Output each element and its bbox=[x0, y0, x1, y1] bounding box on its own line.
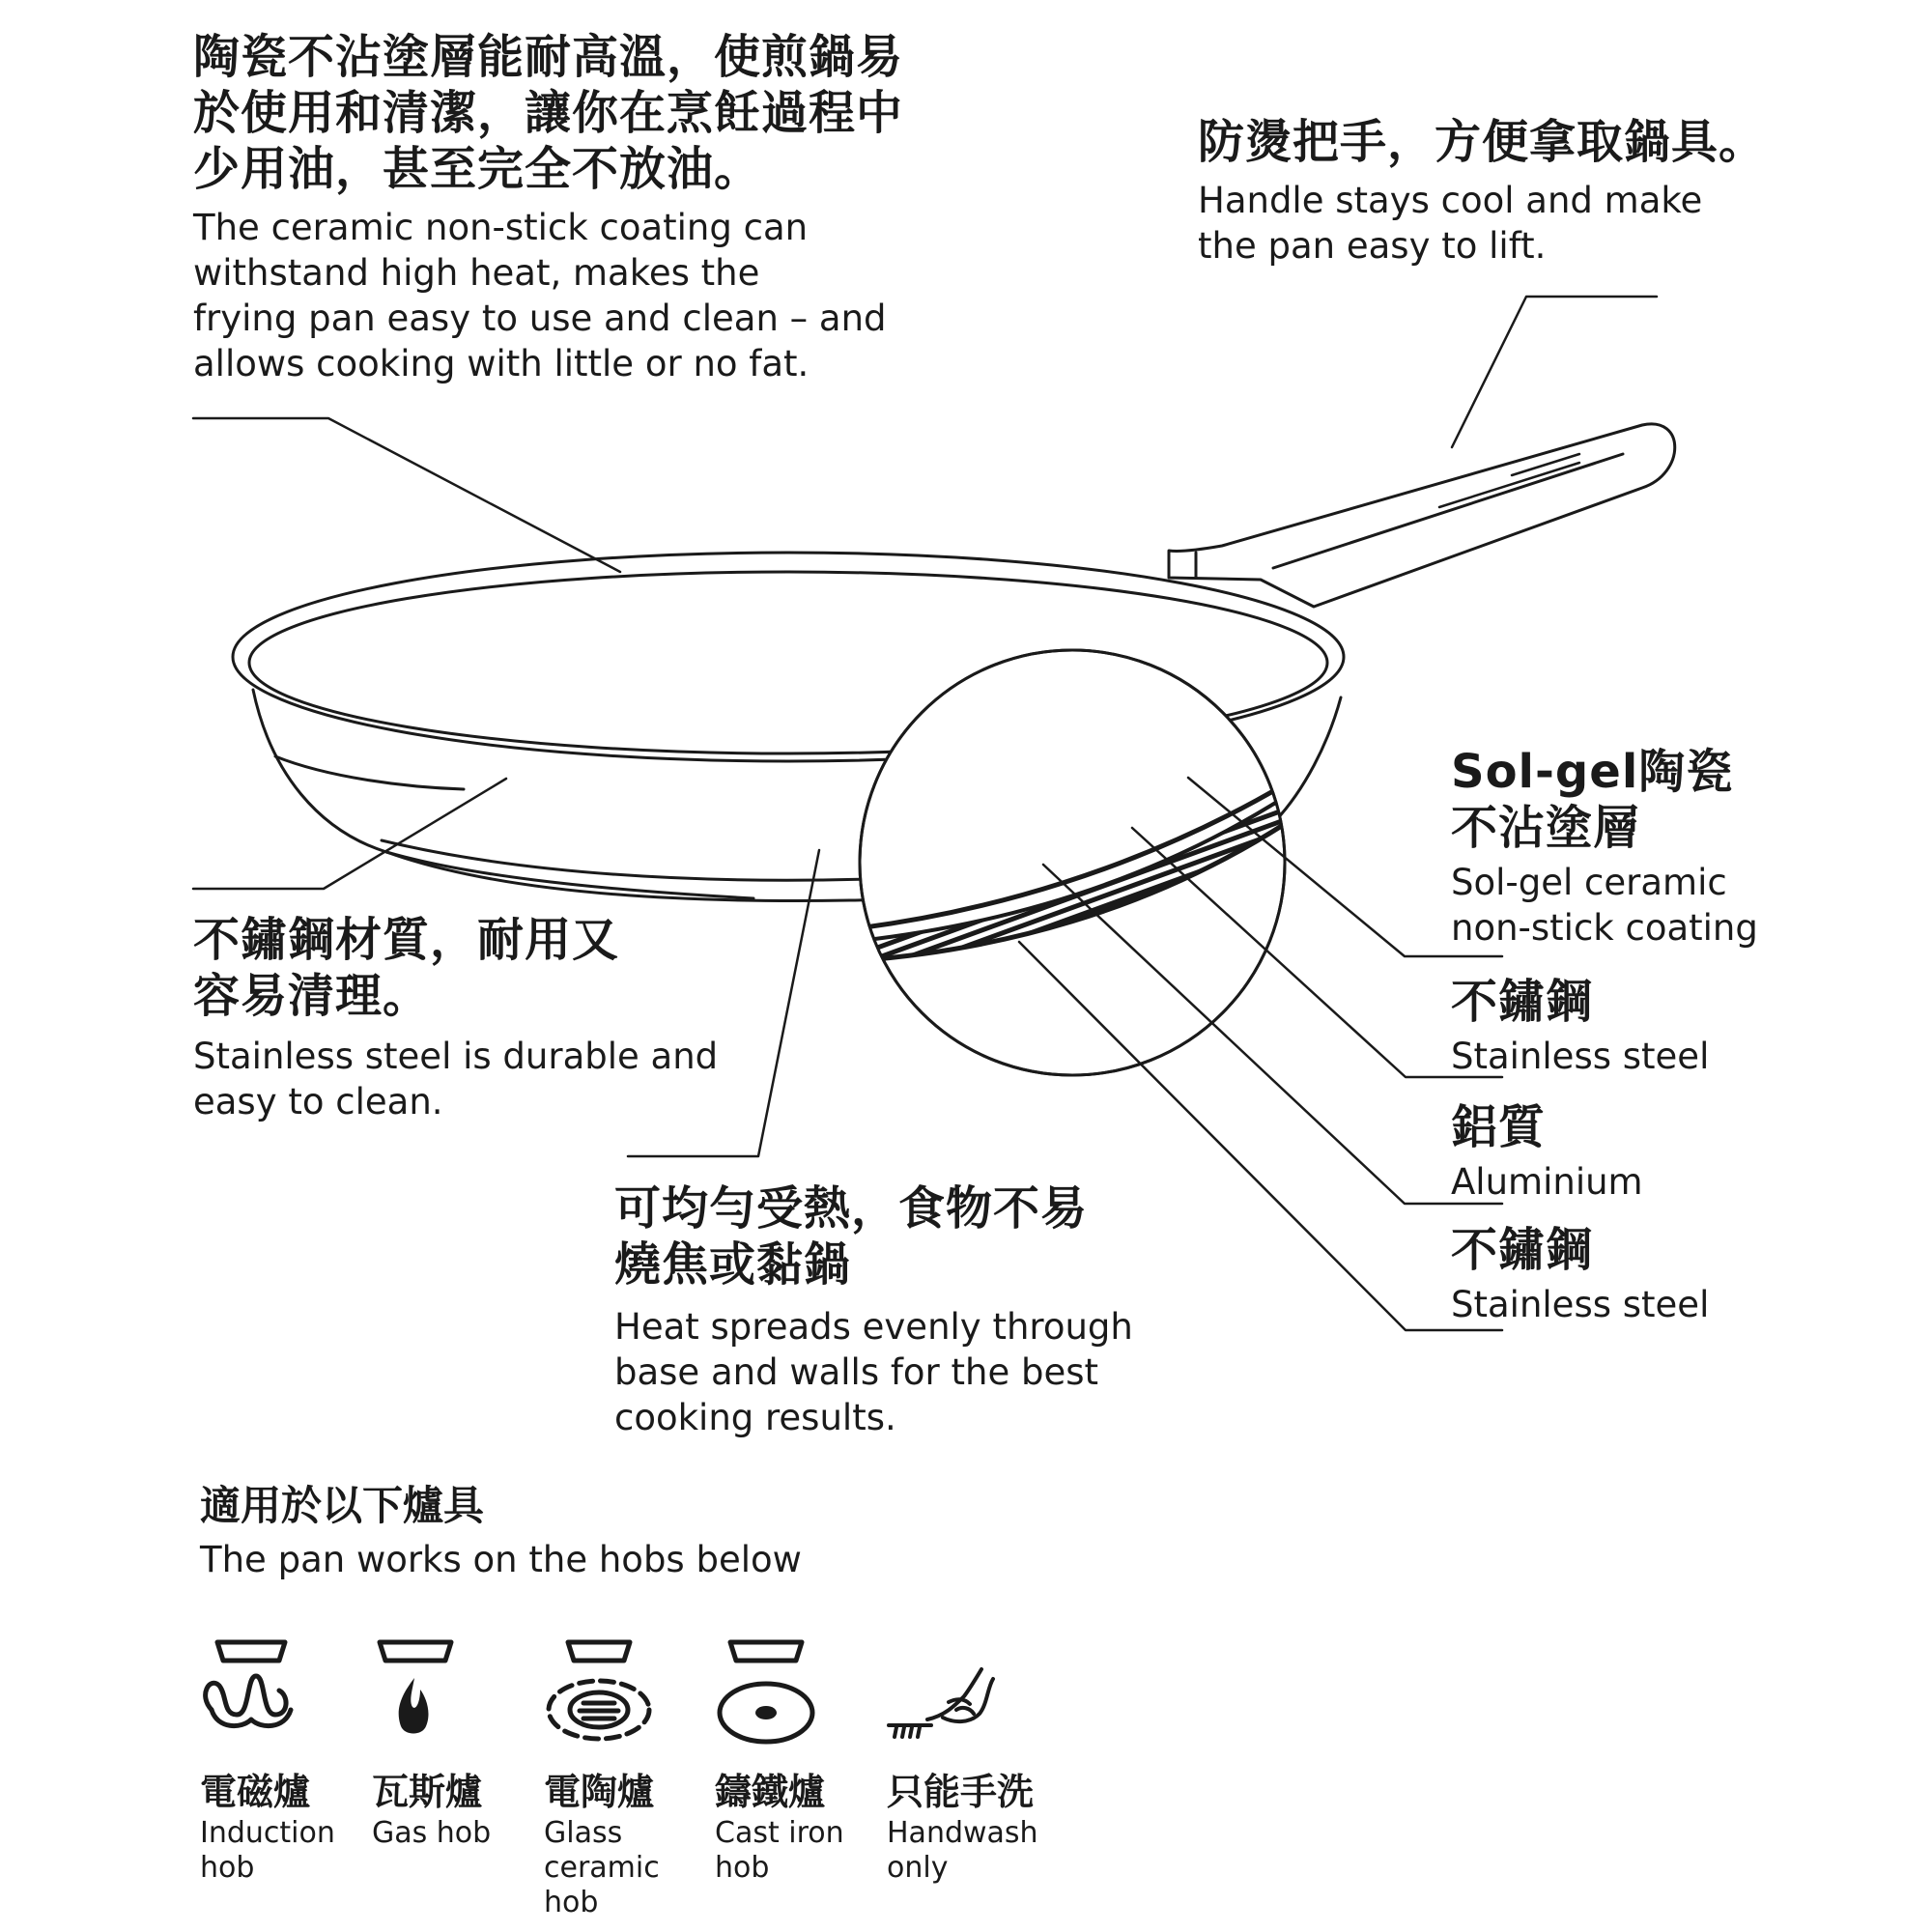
handle-leader bbox=[1452, 297, 1657, 447]
layer-label-steel-2 bbox=[1451, 1222, 1837, 1327]
layer-steel-1-en: Stainless steel bbox=[1451, 1036, 1710, 1077]
cast-iron-hob-icon bbox=[713, 1637, 819, 1748]
layer-steel-1-zh: 不鏽鋼 bbox=[1451, 975, 1594, 1029]
gas-hob-en: Gas hob bbox=[372, 1816, 492, 1850]
induction-hob-en: Induction hob bbox=[200, 1816, 335, 1885]
layer-steel-2-en: Stainless steel bbox=[1451, 1284, 1710, 1325]
cast-iron-hob-en: Cast iron hob bbox=[715, 1816, 844, 1885]
glass-ceramic-hob-en: Glass ceramic hob bbox=[544, 1816, 660, 1919]
layer-label-coating bbox=[1451, 744, 1837, 951]
hob-title-en: The pan works on the hobs below bbox=[200, 1539, 802, 1580]
handle-callout-zh: 防燙把手，方便拿取鍋具。 bbox=[1198, 115, 1767, 169]
pan-handle bbox=[1169, 424, 1675, 607]
layer-label-aluminium bbox=[1451, 1099, 1837, 1205]
coating-callout-zh: 陶瓷不沾塗層能耐高溫，使煎鍋易 於使用和清潔，讓你在烹飪過程中 少用油，甚至完全不放油。 bbox=[193, 30, 904, 196]
heat-callout-zh: 可均勻受熱，食物不易 燒焦或黏鍋 bbox=[614, 1181, 1089, 1292]
coating-callout bbox=[193, 29, 927, 386]
handwash-zh: 只能手洗 bbox=[887, 1771, 1035, 1813]
glass-ceramic-hob-zh: 電陶爐 bbox=[544, 1771, 655, 1813]
hob-section-title bbox=[200, 1481, 973, 1583]
cast-iron-hob-zh: 鑄鐵爐 bbox=[715, 1771, 826, 1813]
layer-steel-2-zh: 不鏽鋼 bbox=[1451, 1223, 1594, 1277]
heat-callout bbox=[614, 1180, 1175, 1440]
induction-hob-zh: 電磁爐 bbox=[200, 1771, 311, 1813]
layer-coating-en: Sol-gel ceramic non-stick coating bbox=[1451, 862, 1758, 949]
gas-hob-zh: 瓦斯爐 bbox=[372, 1771, 483, 1813]
steel-callout-en: Stainless steel is durable and easy to clean. bbox=[193, 1036, 719, 1122]
steel-callout bbox=[193, 912, 811, 1124]
handle-callout-en: Handle stays cool and make the pan easy to lift. bbox=[1198, 180, 1703, 267]
heat-callout-en: Heat spreads evenly through base and walls for the best cooking results. bbox=[614, 1306, 1133, 1438]
handle-callout bbox=[1198, 114, 1893, 269]
induction-hob-icon bbox=[198, 1637, 304, 1748]
layer-coating-zh: Sol-gel陶瓷 不沾塗層 bbox=[1451, 745, 1734, 855]
layer-aluminium-zh: 鋁質 bbox=[1451, 1100, 1547, 1154]
coating-callout-en: The ceramic non-stick coating can withstand high heat, makes the frying pan easy to use and clean – and allows cooking with little or no fat. bbox=[193, 207, 887, 384]
hob-title-zh: 適用於以下爐具 bbox=[200, 1482, 485, 1529]
coating-leader bbox=[193, 418, 620, 572]
handwash-icon bbox=[887, 1660, 1003, 1751]
layer-label-steel-1 bbox=[1451, 974, 1837, 1079]
glass-ceramic-hob-icon bbox=[541, 1637, 657, 1748]
steel-callout-zh: 不鏽鋼材質，耐用又 容易清理。 bbox=[193, 913, 620, 1023]
gas-hob-icon bbox=[372, 1637, 459, 1748]
handwash-en: Handwash only bbox=[887, 1816, 1038, 1885]
layer-aluminium-en: Aluminium bbox=[1451, 1161, 1643, 1203]
